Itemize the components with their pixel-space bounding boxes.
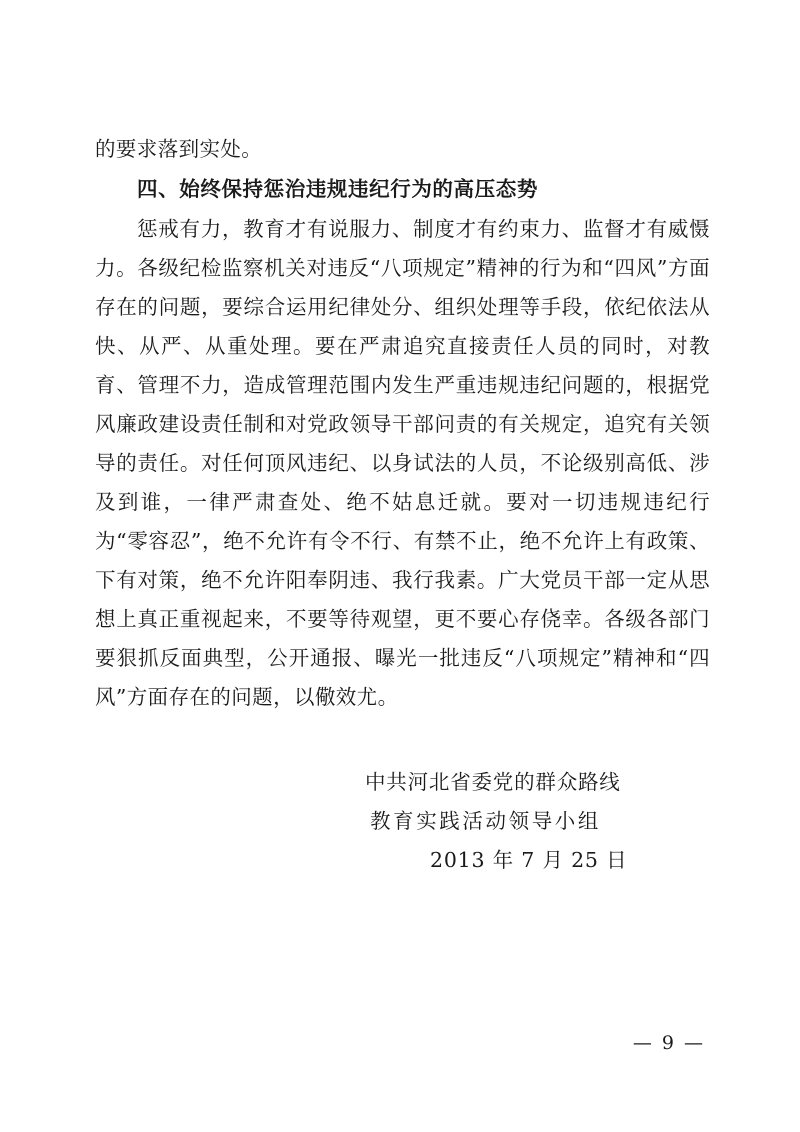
body-paragraph: 惩戒有力，教育才有说服力、制度才有约束力、监督才有威慑力。各级纪检监察机关对违反“八项规定”精神的行为和“四风”方面存在的问题，要综合运用纪律处分、组织处理等手段，依纪依法从快、从严、从重处理。要在严肃追究直接责任人员的同时，对教育、管理不力，造成管理范围内发生严重违规违纪问题的，根据党风廉政建设责任制和对党政领导干部问责的有关规定，追究有关领导的责任。对任何顶风违纪、以身试法的人员，不论级别高低、涉及到谁，一律严肃查处、绝不姑息迁就。要对一切违规违纪行为“零容忍”，绝不允许有令不行、有禁不止，绝不允许上有政策、下有对策，绝不允许阳奉阴违、我行我素。广大党员干部一定从思想上真正重视起来，不要等待观望，更不要心存侥幸。各级各部门要狠抓反面典型，公开通报、曝光一批违反“八项规定”精神和“四风”方面存在的问题，以儆效尤。 xyxy=(95,217,710,709)
signature-block xyxy=(95,763,710,880)
section-heading: 四、始终保持惩治违规违纪行为的高压态势 xyxy=(137,177,538,201)
signature-date: 2013 年 7 月 25 日 xyxy=(430,848,628,872)
page-number: — 9 — xyxy=(632,1032,705,1054)
continued-text-line: 的要求落到实处。 xyxy=(95,137,263,161)
signature-organization-line-2: 教育实践活动领导小组 xyxy=(370,809,601,833)
document-body xyxy=(95,130,710,880)
signature-organization-line-1: 中共河北省委党的群众路线 xyxy=(365,770,621,794)
